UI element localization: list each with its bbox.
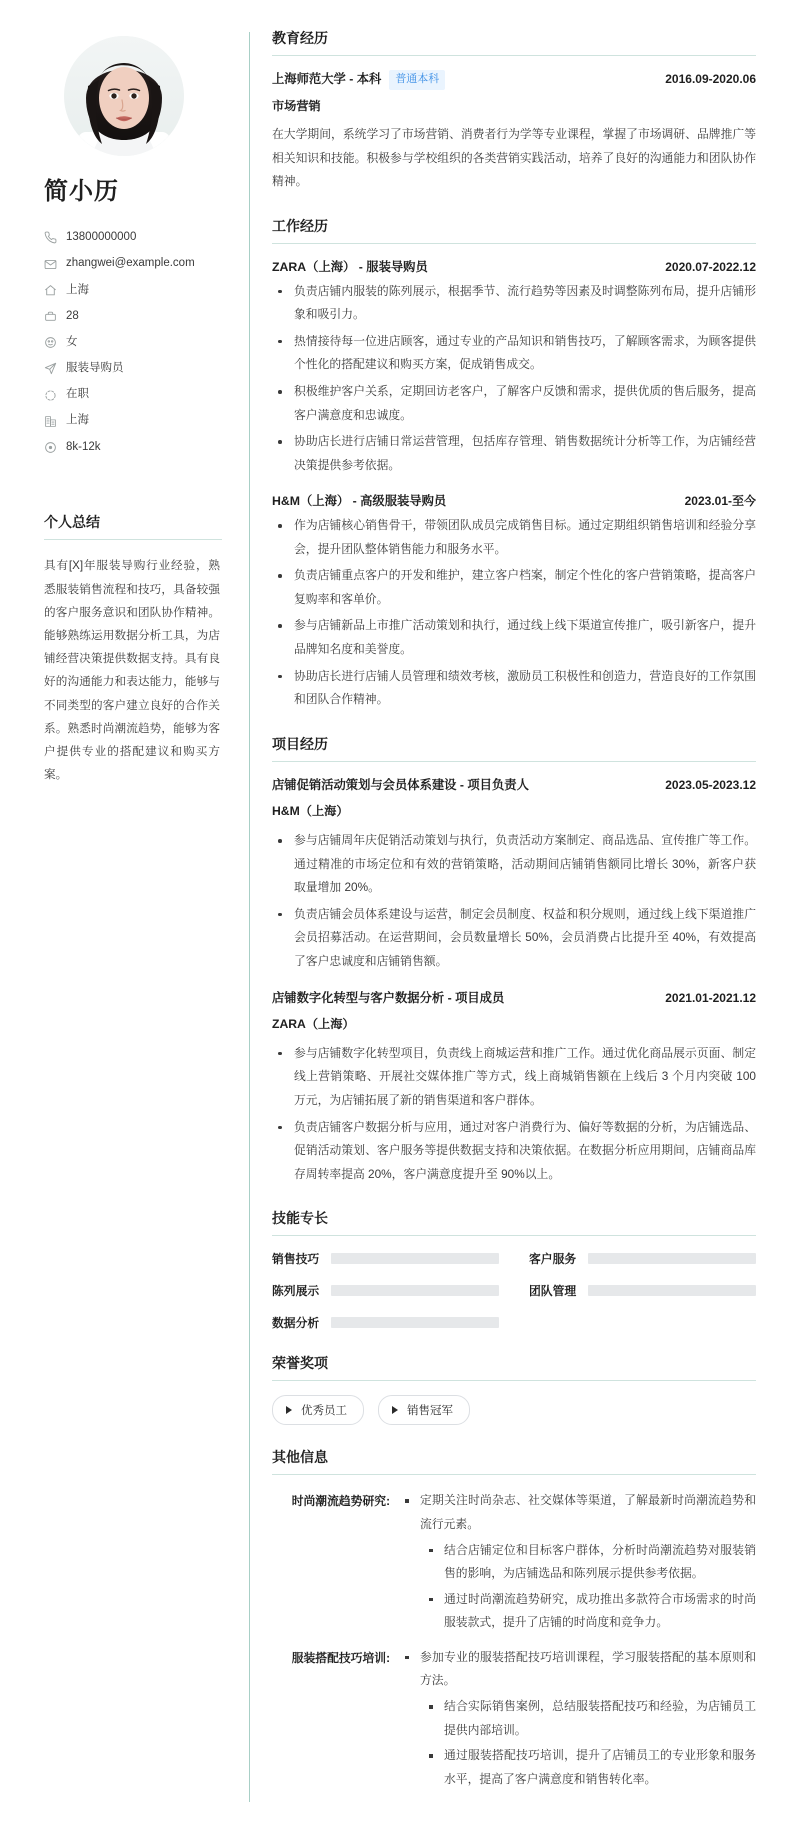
award-chip[interactable] <box>272 1395 364 1425</box>
list-item: 负责店铺重点客户的开发和维护，建立客户档案，制定个性化的客户营销策略，提高客户复购率和客单价。 <box>272 564 756 611</box>
section-education <box>272 28 756 194</box>
skill-progress-track <box>588 1253 756 1264</box>
other-info-label: 服装搭配技巧培训: <box>291 1650 390 1665</box>
list-item: 作为店铺核心销售骨干，带领团队成员完成销售目标。通过定期组织销售培训和经验分享会，提升团队整体销售能力和服务水平。 <box>272 514 756 561</box>
skill-label: 销售技巧 <box>272 1252 320 1267</box>
award-label: 优秀员工 <box>301 1405 347 1418</box>
main-content <box>272 28 760 1802</box>
section-skills <box>272 1208 756 1331</box>
project-bullet-list <box>272 1042 756 1187</box>
list-item: 定期关注时尚杂志、社交媒体等渠道，了解最新时尚潮流趋势和流行元素。 <box>400 1489 756 1536</box>
contact-age <box>44 303 231 329</box>
contact-age-value: 28 <box>66 309 79 322</box>
list-item: 通过服装搭配技巧培训，提升了店铺员工的专业形象和服务水平，提高了客户满意度和销售转化率。 <box>400 1744 756 1791</box>
skill-label: 数据分析 <box>272 1316 320 1331</box>
work-company-role: H&M（上海） - 高级服装导购员 <box>272 494 447 509</box>
status-icon <box>44 389 57 402</box>
contact-salary-value: 8k-12k <box>66 440 101 453</box>
contact-home <box>44 277 231 303</box>
contact-email <box>44 251 231 277</box>
list-item: 热情接待每一位进店顾客，通过专业的产品知识和销售技巧，了解顾客需求，为顾客提供个性化的搭配建议和购买方案，促成销售成交。 <box>272 330 756 377</box>
vertical-divider <box>249 32 250 1802</box>
section-title-other-info: 其他信息 <box>272 1447 756 1475</box>
contact-position <box>44 356 231 382</box>
list-item: 负责店铺会员体系建设与运营，制定会员制度、权益和积分规则，通过线上线下渠道推广会员招募活动。在运营期间，会员数量增长 50%，会员消费占比提升至 40%，有效提高了客户忠诚度和店铺销售额。 <box>272 903 756 974</box>
contact-gender-value: 女 <box>66 335 78 348</box>
contact-phone <box>44 225 231 251</box>
work-entry-head <box>272 258 756 278</box>
work-bullet-list <box>272 280 756 478</box>
other-info-body <box>400 1646 756 1794</box>
section-title-projects: 项目经历 <box>272 734 756 762</box>
education-entry <box>272 70 756 194</box>
section-title-education: 教育经历 <box>272 28 756 56</box>
section-awards <box>272 1353 756 1425</box>
skill-item <box>272 1250 499 1267</box>
education-school-text: 上海师范大学 - 本科 <box>272 72 382 86</box>
other-bullet-list <box>400 1646 756 1792</box>
contact-phone-value: 13800000000 <box>66 231 137 244</box>
sidebar <box>30 28 245 786</box>
skill-progress-track <box>331 1285 499 1296</box>
status-badge: 普通本科 <box>389 70 445 90</box>
project-date: 2023.05-2023.12 <box>665 777 756 792</box>
avatar <box>64 36 184 156</box>
education-entry-head <box>272 70 756 90</box>
contact-home-value: 上海 <box>66 283 89 296</box>
section-other-info <box>272 1447 756 1793</box>
other-bullet-list <box>400 1489 756 1635</box>
skills-grid <box>272 1250 756 1331</box>
list-item: 积极维护客户关系，定期回访老客户，了解客户反馈和需求，提供优质的售后服务，提高客户满意度和忠诚度。 <box>272 380 756 427</box>
skill-item <box>529 1250 756 1267</box>
other-info-block <box>272 1646 756 1794</box>
page-title: 简小历 <box>44 178 119 205</box>
education-major: 市场营销 <box>272 98 321 113</box>
project-name-role: 店铺数字化转型与客户数据分析 - 项目成员 <box>272 990 505 1005</box>
contact-city-value: 上海 <box>66 414 89 427</box>
skill-item <box>529 1282 756 1299</box>
list-item: 协助店长进行店铺人员管理和绩效考核，激励员工积极性和创造力，营造良好的工作氛围和团队合作精神。 <box>272 665 756 712</box>
awards-row <box>272 1395 756 1425</box>
salary-icon <box>44 441 57 454</box>
section-title-work: 工作经历 <box>272 216 756 244</box>
other-info-body <box>400 1489 756 1637</box>
award-label: 销售冠军 <box>407 1405 453 1418</box>
contact-gender <box>44 330 231 356</box>
skill-item <box>272 1314 499 1331</box>
section-title-awards: 荣誉奖项 <box>272 1353 756 1381</box>
education-description: 在大学期间，系统学习了市场营销、消费者行为学等专业课程，掌握了市场调研、品牌推广等相关知识和技能。积极参与学校组织的各类营销实践活动，培养了良好的沟通能力和团队协作精神。 <box>272 127 756 189</box>
contact-city <box>44 408 231 434</box>
other-info-label: 时尚潮流趋势研究: <box>291 1494 390 1509</box>
skill-progress-track <box>331 1253 499 1264</box>
play-triangle-icon <box>286 1406 292 1414</box>
project-date: 2021.01-2021.12 <box>665 990 756 1005</box>
list-item: 参与店铺周年庆促销活动策划与执行，负责活动方案制定、商品选品、宣传推广等工作。通过精准的市场定位和有效的营销策略，活动期间店铺销售额同比增长 30%，新客户获取量增加 20%。 <box>272 829 756 900</box>
contact-email-value: zhangwei@example.com <box>66 257 195 270</box>
skill-progress-track <box>331 1317 499 1328</box>
project-entry <box>272 989 756 1187</box>
list-item: 负责店铺客户数据分析与应用，通过对客户消费行为、偏好等数据的分析，为店铺选品、促销活动策划、客户服务等提供数据支持和决策依据。在数据分析应用期间，店铺商品库存周转率提高 20%，客户满意度提升至 90%以上。 <box>272 1116 756 1187</box>
project-entry <box>272 776 756 974</box>
contact-status <box>44 382 231 408</box>
contact-salary <box>44 434 231 460</box>
play-triangle-icon <box>392 1406 398 1414</box>
city-icon <box>44 415 57 428</box>
list-item: 通过时尚潮流趋势研究，成功推出多款符合市场需求的时尚服装款式，提升了店铺的时尚度和竞争力。 <box>400 1588 756 1635</box>
project-entry-head <box>272 989 756 1009</box>
project-entry-head <box>272 776 756 796</box>
work-entry <box>272 258 756 477</box>
summary-section-title: 个人总结 <box>44 512 222 540</box>
contact-status-value: 在职 <box>66 388 89 401</box>
education-school <box>272 70 445 90</box>
project-bullet-list <box>272 829 756 974</box>
contact-position-value: 服装导购员 <box>66 362 124 375</box>
work-entry <box>272 492 756 711</box>
section-work <box>272 216 756 712</box>
work-entry-head <box>272 492 756 512</box>
other-info-block <box>272 1489 756 1637</box>
project-name-role: 店铺促销活动策划与会员体系建设 - 项目负责人 <box>272 777 529 792</box>
list-item: 参与店铺新品上市推广活动策划和执行，通过线上线下渠道宣传推广，吸引新客户，提升品牌知名度和美誉度。 <box>272 614 756 661</box>
contact-list <box>44 225 231 461</box>
work-bullet-list <box>272 514 756 712</box>
list-item: 协助店长进行店铺日常运营管理，包括库存管理、销售数据统计分析等工作，为店铺经营决策提供参考依据。 <box>272 430 756 477</box>
project-company: ZARA（上海） <box>272 1017 355 1032</box>
list-item: 负责店铺内服装的陈列展示，根据季节、流行趋势等因素及时调整陈列布局，提升店铺形象和吸引力。 <box>272 280 756 327</box>
project-company: H&M（上海） <box>272 804 349 819</box>
skill-label: 陈列展示 <box>272 1284 320 1299</box>
home-icon <box>44 284 57 297</box>
list-item: 参加专业的服装搭配技巧培训课程，学习服装搭配的基本原则和方法。 <box>400 1646 756 1693</box>
section-projects <box>272 734 756 1187</box>
skill-label: 客户服务 <box>529 1252 577 1267</box>
summary-text: 具有[X]年服装导购行业经验，熟悉服装销售流程和技巧，具备较强的客户服务意识和团队协作精神。能够熟练运用数据分析工具，为店铺经营决策提供数据支持。具有良好的沟通能力和表达能力，能够与不同类型的客户建立良好的合作关系。熟悉时尚潮流趋势，能够为客户提供专业的搭配建议和购买方案。 <box>44 559 220 782</box>
skill-label: 团队管理 <box>529 1284 577 1299</box>
phone-icon <box>44 231 57 244</box>
skill-progress-track <box>588 1285 756 1296</box>
age-icon <box>44 310 57 323</box>
portrait-photo-icon <box>64 36 184 156</box>
position-icon <box>44 362 57 375</box>
email-icon <box>44 258 57 271</box>
list-item: 结合实际销售案例，总结服装搭配技巧和经验，为店铺员工提供内部培训。 <box>400 1695 756 1742</box>
gender-icon <box>44 336 57 349</box>
skill-item <box>272 1282 499 1299</box>
list-item: 结合店铺定位和目标客户群体，分析时尚潮流趋势对服装销售的影响，为店铺选品和陈列展示提供参考依据。 <box>400 1539 756 1586</box>
list-item: 参与店铺数字化转型项目，负责线上商城运营和推广工作。通过优化商品展示页面、制定线上营销策略、开展社交媒体推广等方式，线上商城销售额在上线后 3 个月内突破 100 万元，为店铺拓展了新的销售渠道和客户群体。 <box>272 1042 756 1113</box>
work-date: 2020.07-2022.12 <box>665 259 756 274</box>
work-company-role: ZARA（上海） - 服装导购员 <box>272 259 428 274</box>
section-title-skills: 技能专长 <box>272 1208 756 1236</box>
award-chip[interactable] <box>378 1395 470 1425</box>
education-date: 2016.09-2020.06 <box>665 72 756 86</box>
work-date: 2023.01-至今 <box>684 494 756 509</box>
